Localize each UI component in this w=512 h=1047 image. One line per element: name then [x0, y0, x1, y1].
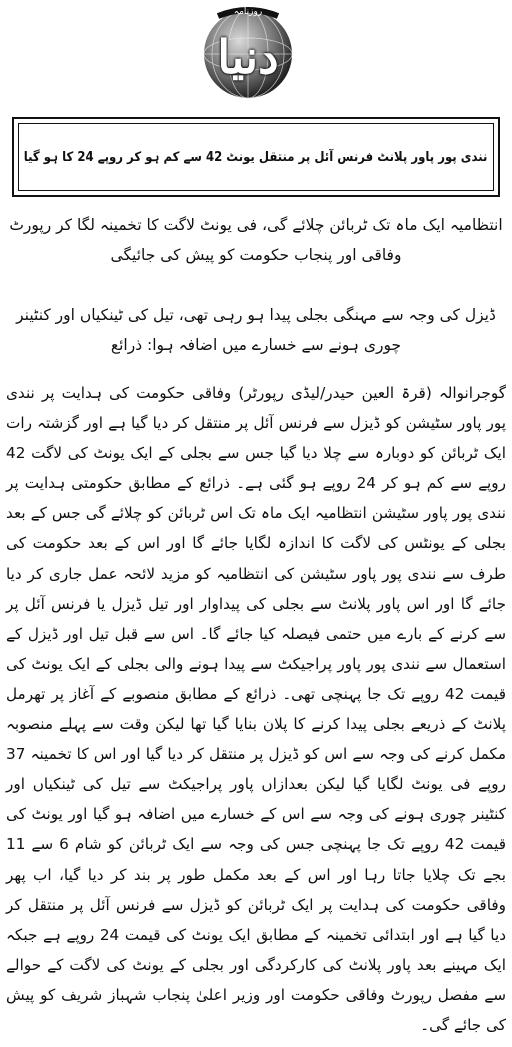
sub-headline-2: ڈیزل کی وجہ سے مہنگی بجلی پیدا ہو رہی تھی، تیل کی ٹینکیاں اور کنٹینر چوری ہونے سے خسارے میں اضافہ ہوا: ذرائع [16, 306, 496, 354]
sub-headline-1: انتظامیہ ایک ماہ تک ٹربائن چلائے گی، فی یونٹ لاگت کا تخمینہ لگا کر رپورٹ وفاقی اور پنجاب حکومت کو پیش کی جائیگی [9, 216, 503, 264]
logo-top-text: روزنامہ [233, 7, 263, 17]
article-body: گوجرانوالہ (قرۃ العین حیدر/لیڈی رپورٹر) وفاقی حکومت کی ہدایت پر نندی پور پاور سٹیشن کو ڈیزل سے فرنس آئل پر منتقل کر دیا گیا ہے اور گزشتہ رات ایک ٹربائن کو دوبارہ سے چلا دیا گیا جس سے بجلی کے ایک یونٹ کی لاگت 42 روپے سے کم ہو کر 24 روپے ہو گئی ہے۔ ذرائع کے مطابق حکومتی ہدایت پر نندی پور پاور سٹیشن انتظامیہ ایک ماہ تک اس ٹربائن کو چلائے گی جس کے بعد بجلی کے یونٹس کی لاگت کا اندازہ لگایا جائے گا اور اس کے بعد حکومت کی طرف سے نندی پور پاور سٹیشن کی انتظامیہ کو مزید لائحہ عمل جاری کر دیا جائے گا اور اس پاور پلانٹ سے بجلی کی پیداوار اور تیل ڈیزل یا فرنس آئل پر سے کرنے کے بارے میں حتمی فیصلہ کیا جائے گا۔ اس سے قبل تیل اور ڈیزل کے استعمال سے نندی پور پاور پراجیکٹ سے پیدا ہونے والی بجلی کے ایک یونٹ کی قیمت 42 روپے تک جا پہنچی تھی۔ ذرائع کے مطابق منصوبے کے آغاز پر تھرمل پلانٹ کے ذریعے بجلی پیدا کرنے کا پلان بنایا گیا تھا لیکن وقت سے پہلے منصوبہ مکمل کرنے کی وجہ سے اس کو ڈیزل پر منتقل کر دیا گیا اور اس کا تخمینہ 37 روپے فی یونٹ لگایا گیا لیکن بعدازاں پاور پراجیکٹ سے تیل کی ٹینکیاں اور کنٹینر چوری ہونے کی وجہ سے اس کے خسارے میں اضافہ ہو گیا اور یونٹ کی قیمت 42 روپے تک جا پہنچی جس کی وجہ سے ایک ٹربائن کو شام 6 سے 11 بجے تک چلایا جاتا رہا اور اس کے بعد مکمل طور پر بند کر دیا گیا، اب پھر وفاقی حکومت کی ہدایت پر ایک ٹربائن کو ڈیزل سے فرنس آئل پر منتقل کر دیا گیا ہے اور ابتدائی تخمینہ کے مطابق ایک یونٹ کی قیمت 24 روپے ہے جبکہ ایک مہینے بعد پاور پلانٹ کی کارکردگی اور بجلی کے یونٹ کی لاگت کے حوالے سے مفصل رپورٹ وفاقی حکومت اور وزیر اعلیٰ پنجاب شہباز شریف کو پیش کی جائے گی۔ [6, 384, 506, 1034]
newspaper-logo [200, 6, 296, 102]
headline-box [12, 117, 500, 197]
headline: نندی پور پاور پلانٹ فرنس آئل پر منتقل یونٹ 42 سے کم ہو کر روپے 24 کا ہو گیا [24, 149, 488, 165]
logo-wordmark: دنیا [217, 30, 279, 84]
